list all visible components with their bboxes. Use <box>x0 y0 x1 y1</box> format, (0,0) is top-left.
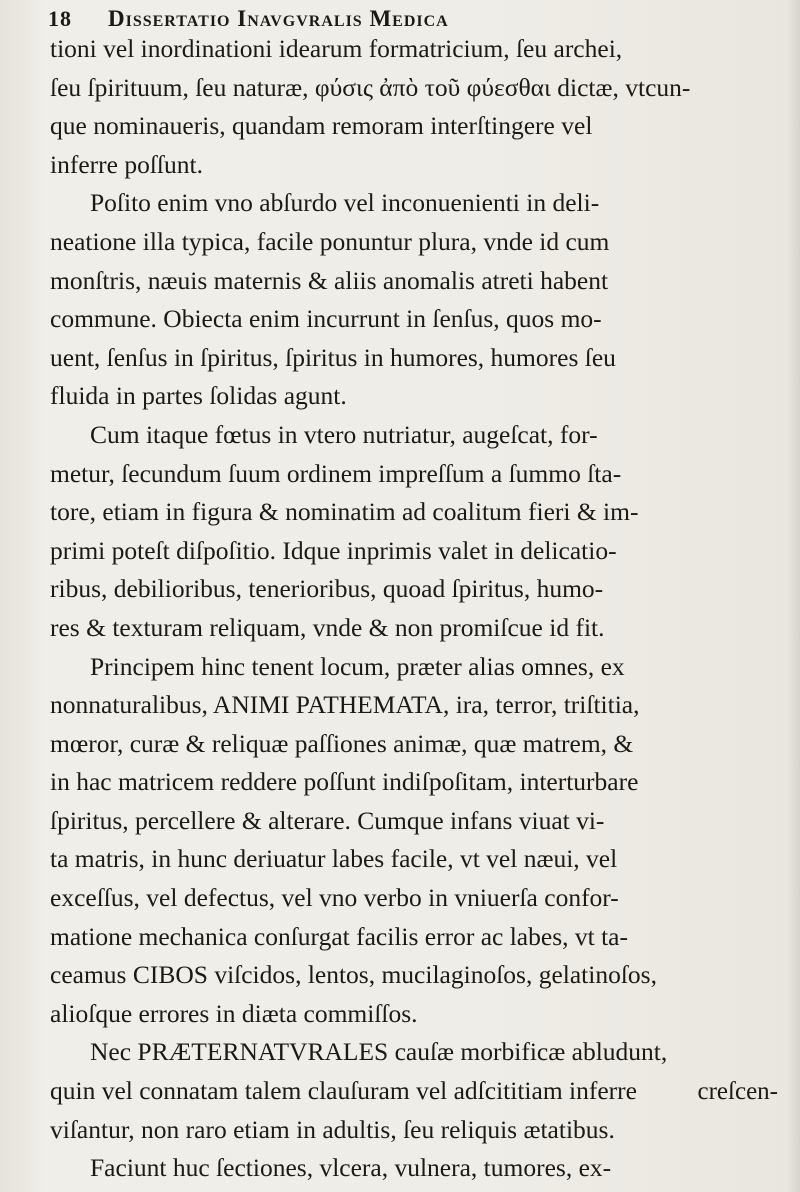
text-line: metur, ſecundum ſuum ordinem impreſſum a ſummo ſta- <box>50 458 622 488</box>
text-line: alioſque errores in diæta commiſſos. <box>50 998 418 1028</box>
text-line: mœror, curæ & reliquæ paſſiones animæ, quæ matrem, & <box>50 728 634 758</box>
text-line: nonnaturalibus, ANIMI PATHEMATA, ira, terror, triſtitia, <box>50 690 640 720</box>
text-line: monſtris, næuis maternis & aliis anomalis atreti habent <box>50 265 609 295</box>
text-line: ceamus CIBOS viſcidos, lentos, mucilaginoſos, gelatinoſos, <box>50 960 657 990</box>
text-line: commune. Obiecta enim incurrunt in ſenſus, quos mo- <box>50 304 602 334</box>
text-line: tore, etiam in figura & nominatim ad coalitum fieri & im- <box>50 497 639 527</box>
page-edge-shadow <box>786 0 800 1192</box>
running-title: Dissertatio Inavgvralis Medica <box>108 6 449 31</box>
text-line: viſantur, non raro etiam in adultis, ſeu reliquis ætatibus. <box>50 1114 615 1144</box>
text-line: neatione illa typica, facile ponuntur plura, vnde id cum <box>50 226 610 256</box>
body-text <box>50 30 778 1188</box>
paragraph-start-line: Nec PRÆTERNATVRALES cauſæ morbificæ abludunt, <box>90 1037 668 1067</box>
page-number: 18 <box>48 6 72 31</box>
text-line: ſpiritus, percellere & alterare. Cumque infans viuat vi- <box>50 805 605 835</box>
paragraph-start-line: Faciunt huc ſectiones, vlcera, vulnera, tumores, ex- <box>90 1153 612 1183</box>
text-line: uent, ſenſus in ſpiritus, ſpiritus in humores, humores ſeu <box>50 342 616 372</box>
text-line: quin vel connatam talem clauſuram vel adſcititiam inferre <box>50 1076 637 1106</box>
text-line: res & texturam reliquam, vnde & non promiſcue id fit. <box>50 612 605 642</box>
text-line: ſeu ſpirituum, ſeu naturæ, φύσις ἀπὸ τοῦ φύεσθαι dictæ, vtcun- <box>50 72 691 102</box>
paragraph-start-line: Principem hinc tenent locum, præter alias omnes, ex <box>90 651 625 681</box>
text-line: ta matris, in hunc deriuatur labes facile, vt vel næui, vel <box>50 844 618 874</box>
text-line: in hac matricem reddere poſſunt indiſpoſitam, interturbare <box>50 767 639 797</box>
text-line: que nominaueris, quandam remoram interſtingere vel <box>50 111 593 141</box>
text-line: primi poteſt diſpoſitio. Idque inprimis valet in delicatio- <box>50 535 617 565</box>
paragraph-start-line: Cum itaque fœtus in vtero nutriatur, augeſcat, for- <box>90 419 598 449</box>
text-line: matione mechanica conſurgat facilis error ac labes, vt ta- <box>50 921 628 951</box>
text-line: fluida in partes ſolidas agunt. <box>50 381 347 411</box>
paragraph-start-line: Poſito enim vno abſurdo vel inconuenienti in deli- <box>90 188 600 218</box>
text-line: ribus, debilioribus, tenerioribus, quoad ſpiritus, humo- <box>50 574 604 604</box>
text-line: exceſſus, vel defectus, vel vno verbo in vniuerſa confor- <box>50 883 619 913</box>
catchword: creſcen- <box>697 1078 778 1105</box>
text-line: tioni vel inordinationi idearum formatricium, ſeu archei, <box>50 34 623 63</box>
text-line: inferre poſſunt. <box>50 149 203 179</box>
